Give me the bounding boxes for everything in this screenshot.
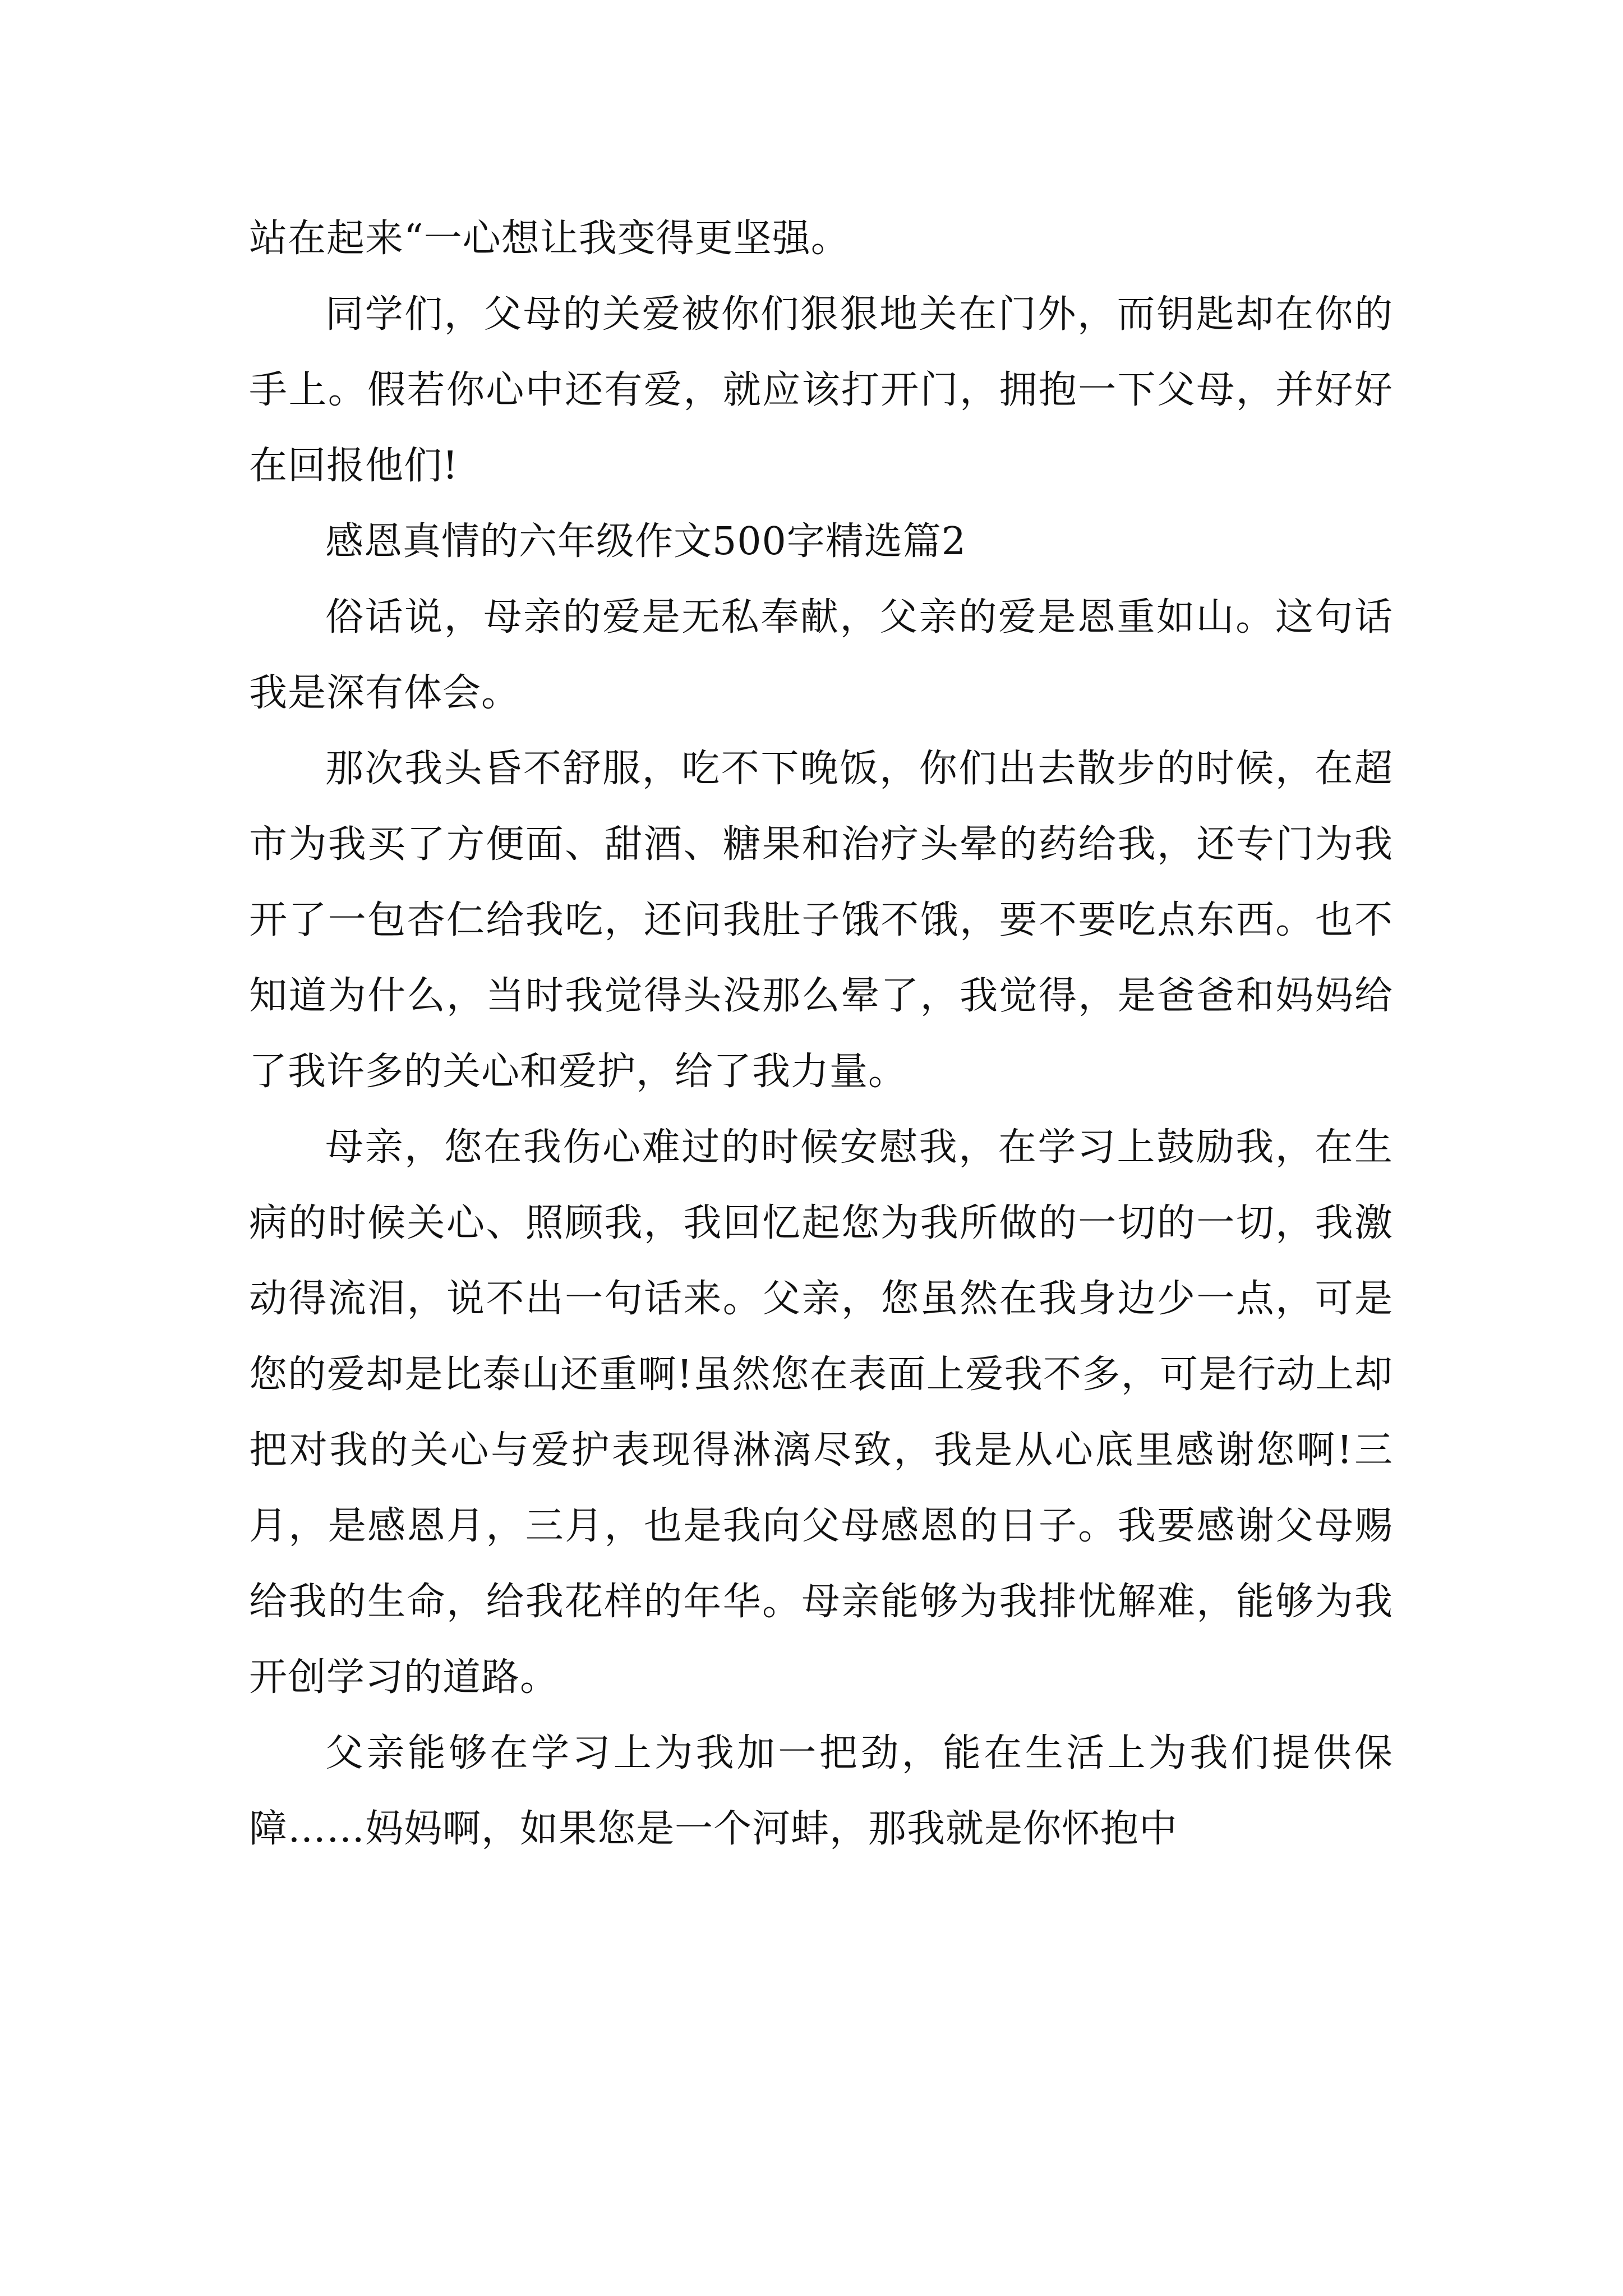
paragraph: 同学们，父母的关爱被你们狠狠地关在门外，而钥匙却在你的手上。假若你心中还有爱，就应该打开门，拥抱一下父母，并好好在回报他们! <box>249 292 1393 488</box>
paragraph: 那次我头昏不舒服，吃不下晚饭，你们出去散步的时候，在超市为我买了方便面、甜酒、糖果和治疗头晕的药给我，还专门为我开了一包杏仁给我吃，还问我肚子饿不饿，要不要吃点东西。也不知道为什么，当时我觉得头没那么晕了，我觉得，是爸爸和妈妈给了我许多的关心和爱护，给了我力量。 <box>249 747 1393 1094</box>
paragraph: 父亲能够在学习上为我加一把劲，能在生活上为我们提供保障……妈妈啊，如果您是一个河蚌，那我就是你怀抱中 <box>249 1731 1393 1851</box>
paragraph: 母亲，您在我伤心难过的时候安慰我，在学习上鼓励我，在生病的时候关心、照顾我，我回忆起您为我所做的一切的一切，我激动得流泪，说不出一句话来。父亲，您虽然在我身边少一点，可是您的爱却是比泰山还重啊!虽然您在表面上爱我不多，可是行动上却把对我的关心与爱护表现得淋漓尽致，我是从心底里感谢您啊!三月，是感恩月，三月，也是我向父母感恩的日子。我要感谢父母赐给我的生命，给我花样的年华。母亲能够为我排忧解难，能够为我开创学习的道路。 <box>249 1125 1393 1700</box>
document-body <box>249 201 1393 1867</box>
paragraph: 俗话说，母亲的爱是无私奉献，父亲的爱是恩重如山。这句话我是深有体会。 <box>249 595 1393 715</box>
section-heading: 感恩真情的六年级作文500字精选篇2 <box>325 519 967 564</box>
paragraph-continuation: 站在起来“一心想让我变得更坚强。 <box>249 217 850 261</box>
